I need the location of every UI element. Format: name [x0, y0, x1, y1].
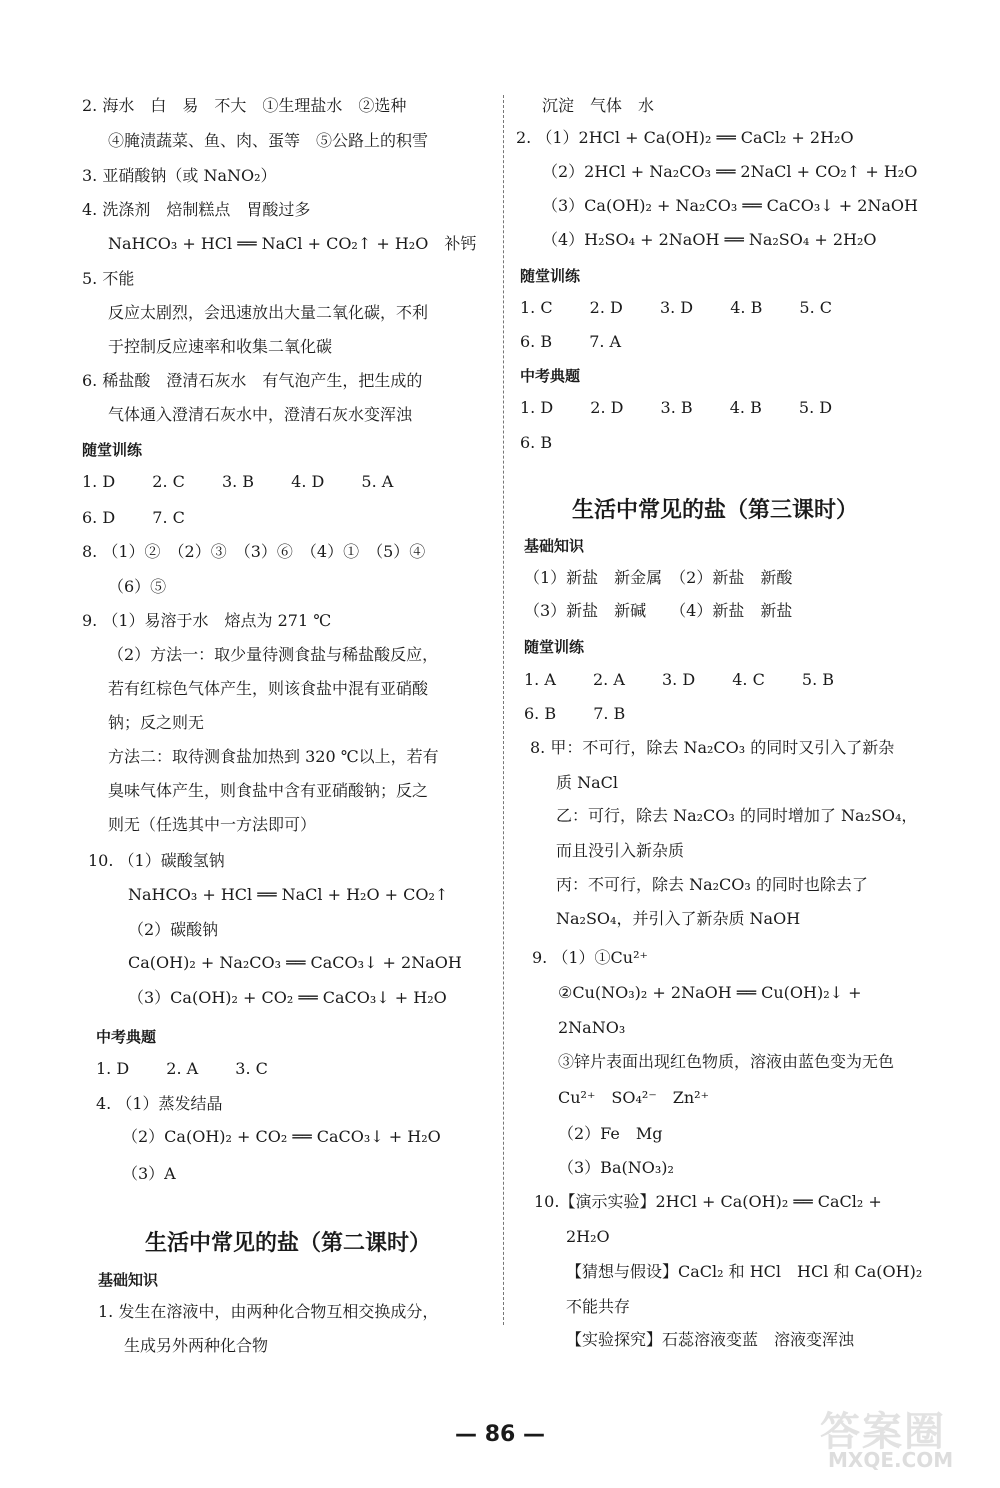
answer-line: （2）Ca(OH)₂ + CO₂ ══ CaCO₃↓ + H₂O	[122, 1127, 441, 1146]
answer-line: 6. 稀盐酸 澄清石灰水 有气泡产生，把生成的	[82, 371, 423, 390]
answer-line: NaHCO₃ + HCl ══ NaCl + CO₂↑ + H₂O 补钙	[108, 234, 477, 253]
answer-line: 6. B 7. B	[524, 704, 626, 723]
answer-line: 若有红棕色气体产生，则该食盐中混有亚硝酸	[108, 679, 429, 698]
answer-line: （2）碳酸钠	[128, 920, 219, 939]
answer-line: 2. 海水 白 易 不大 ①生理盐水 ②选种	[82, 96, 407, 115]
answer-line: 1. D 2. A 3. C	[96, 1059, 268, 1078]
section-heading: 随堂训练	[82, 441, 143, 459]
answer-line: 反应太剧烈，会迅速放出大量二氧化碳，不利	[108, 303, 429, 322]
section-title: 生活中常见的盐（第三课时）	[572, 498, 859, 523]
answer-line: 臭味气体产生，则食盐中含有亚硝酸钠；反之	[108, 781, 429, 800]
answer-line: Na₂SO₄，并引入了新杂质 NaOH	[556, 909, 801, 928]
answer-line: 气体通入澄清石灰水中，澄清石灰水变浑浊	[108, 405, 413, 424]
section-heading: 随堂训练	[520, 267, 581, 285]
answer-line: Cu²⁺ SO₄²⁻ Zn²⁺	[558, 1088, 710, 1107]
answer-line: 则无（任选其中一方法即可）	[108, 815, 317, 834]
answer-line: （2）方法一：取少量待测食盐与稀盐酸反应，	[108, 645, 439, 664]
answer-line: （3）A	[122, 1164, 176, 1183]
section-heading: 随堂训练	[524, 638, 585, 656]
answer-line: NaHCO₃ + HCl ══ NaCl + H₂O + CO₂↑	[128, 885, 449, 904]
answer-line: 【实验探究】石蕊溶液变蓝 溶液变浑浊	[566, 1330, 855, 1349]
answer-line: ③锌片表面出现红色物质，溶液由蓝色变为无色	[558, 1052, 895, 1071]
answer-line: Ca(OH)₂ + Na₂CO₃ ══ CaCO₃↓ + 2NaOH	[128, 953, 462, 972]
answer-line: 2NaNO₃	[558, 1018, 626, 1037]
answer-line: 1. D 2. C 3. B 4. D 5. A	[82, 472, 394, 491]
answer-line: （3）Ca(OH)₂ + Na₂CO₃ ══ CaCO₃↓ + 2NaOH	[542, 196, 919, 215]
answer-line: 生成另外两种化合物	[124, 1336, 269, 1355]
answer-line: 6. B	[520, 433, 553, 452]
answer-line: （1）新盐 新金属 （2）新盐 新酸	[524, 568, 793, 587]
section-title: 生活中常见的盐（第二课时）	[145, 1231, 432, 1256]
answer-line: 质 NaCl	[556, 773, 618, 792]
answer-line: 1. C 2. D 3. D 4. B 5. C	[520, 298, 833, 317]
watermark	[800, 1400, 990, 1480]
answer-line: 4. 洗涤剂 焙制糕点 胃酸过多	[82, 200, 311, 219]
answer-line: （6）⑤	[108, 577, 167, 596]
answer-line: 6. D 7. C	[82, 508, 185, 527]
answer-line: 而且没引入新杂质	[556, 841, 685, 860]
answer-line: 10.【演示实验】2HCl + Ca(OH)₂ ══ CaCl₂ +	[534, 1192, 882, 1211]
section-heading: 基础知识	[98, 1271, 159, 1289]
answer-line: 5. 不能	[82, 269, 135, 288]
column-divider	[503, 95, 504, 1325]
answer-line: 2. （1）2HCl + Ca(OH)₂ ══ CaCl₂ + 2H₂O	[516, 128, 854, 147]
answer-line: 2H₂O	[566, 1227, 610, 1246]
answer-line: 乙：可行，除去 Na₂CO₃ 的同时增加了 Na₂SO₄，	[556, 806, 918, 825]
answer-line: 8. 甲：不可行，除去 Na₂CO₃ 的同时又引入了新杂	[530, 738, 895, 757]
answer-line: （2）Fe Mg	[558, 1124, 663, 1143]
answer-line: 【猜想与假设】CaCl₂ 和 HCl HCl 和 Ca(OH)₂	[566, 1262, 923, 1281]
answer-line: （3）Ba(NO₃)₂	[558, 1158, 674, 1177]
answer-line: 1. 发生在溶液中，由两种化合物互相交换成分，	[98, 1302, 439, 1321]
watermark-text: 答案圈	[820, 1409, 946, 1455]
section-heading: 中考典题	[96, 1028, 157, 1046]
page-number: — 86 —	[455, 1422, 545, 1447]
answer-line: （2）2HCl + Na₂CO₃ ══ 2NaCl + CO₂↑ + H₂O	[542, 162, 918, 181]
answer-line: （4）H₂SO₄ + 2NaOH ══ Na₂SO₄ + 2H₂O	[542, 230, 877, 249]
answer-line: 钠；反之则无	[108, 713, 205, 732]
answer-line: 丙：不可行，除去 Na₂CO₃ 的同时也除去了	[556, 875, 868, 894]
answer-line: ②Cu(NO₃)₂ + 2NaOH ══ Cu(OH)₂↓ +	[558, 983, 862, 1002]
answer-line: （3）新盐 新碱 （4）新盐 新盐	[524, 601, 793, 620]
answer-line: 1. D 2. D 3. B 4. B 5. D	[520, 398, 833, 417]
answer-line: 1. A 2. A 3. D 4. C 5. B	[524, 670, 835, 689]
answer-line: （3）Ca(OH)₂ + CO₂ ══ CaCO₃↓ + H₂O	[128, 988, 447, 1007]
answer-line: 9. （1）易溶于水 熔点为 271 ℃	[82, 611, 332, 630]
section-heading: 中考典题	[520, 367, 581, 385]
answer-line: 6. B 7. A	[520, 332, 622, 351]
answer-line: 方法二：取待测食盐加热到 320 ℃以上，若有	[108, 747, 439, 766]
answer-line: 沉淀 气体 水	[542, 96, 655, 115]
answer-line: 3. 亚硝酸钠（或 NaNO₂）	[82, 166, 277, 185]
section-heading: 基础知识	[524, 537, 585, 555]
watermark-url: MXQE.COM	[828, 1448, 954, 1472]
answer-line: 4. （1）蒸发结晶	[96, 1094, 223, 1113]
answer-line: 于控制反应速率和收集二氧化碳	[108, 337, 333, 356]
answer-line: ④腌渍蔬菜、鱼、肉、蛋等 ⑤公路上的积雪	[108, 131, 429, 150]
answer-line: 8. （1）② （2）③ （3）⑥ （4）① （5）④	[82, 542, 426, 561]
answer-line: 不能共存	[566, 1297, 631, 1316]
answer-line: 9. （1）①Cu²⁺	[532, 948, 648, 967]
answer-line: 10. （1）碳酸氢钠	[88, 851, 225, 870]
